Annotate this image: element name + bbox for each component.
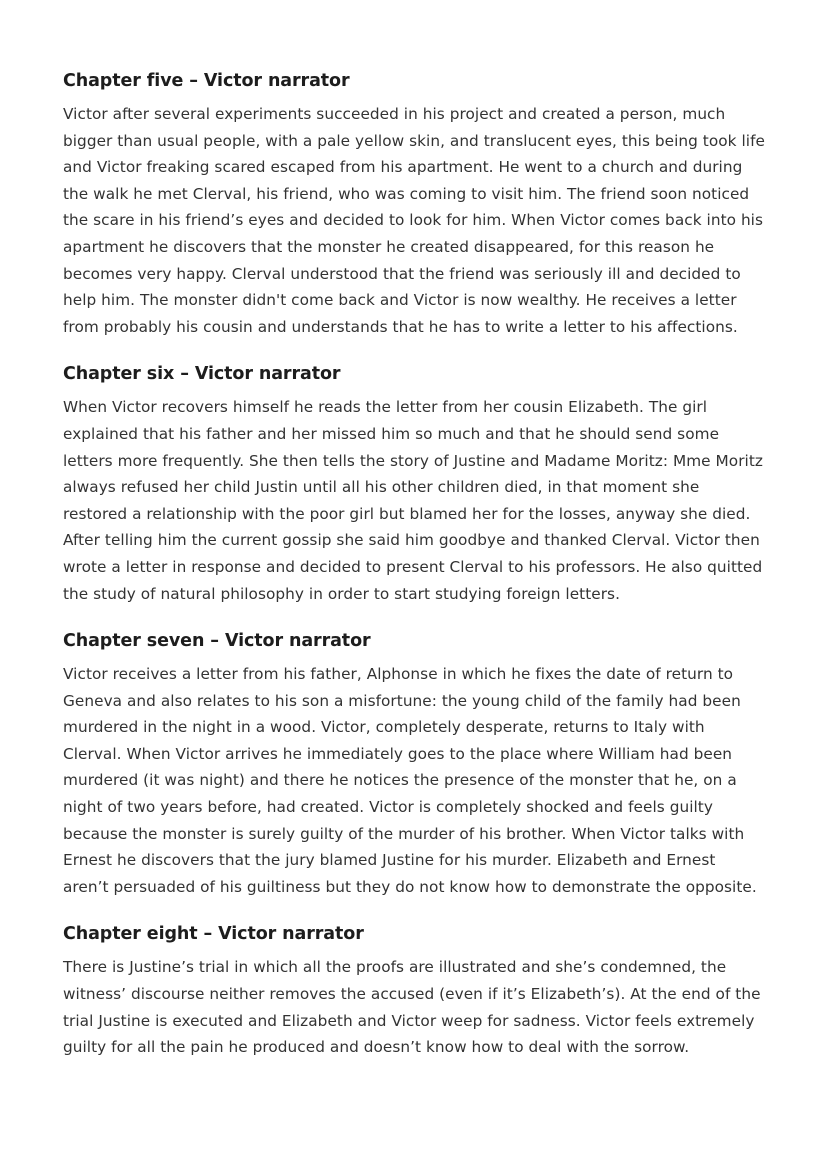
chapter-seven-summary: Victor receives a letter from his father, Alphonse in which he fixes the date of return to Geneva and also relates to his son a misfortune: the young child of the family had been murdered in the night in a wood. Victor, completely desperate, returns to Italy with Clerval. When Victor arrives he immediately goes to the place where William had been murdered (it was night) and there he notices the presence of the monster that he, on a night of two years before, had created. Victor is completely shocked and feels guilty because the monster is surely guilty of the murder of his brother. When Victor talks with Ernest he discovers that the jury blamed Justine for his murder. Elizabeth and Ernest aren’t persuaded of his guiltiness but they do not know how to demonstrate the opposite. [63, 665, 757, 896]
section-chapter-six [63, 361, 765, 607]
chapter-eight-summary: There is Justine’s trial in which all the proofs are illustrated and she’s condemned, the witness’ discourse neither removes the accused (even if it’s Elizabeth’s). At the end of the trial Justine is executed and Elizabeth and Victor weep for sadness. Victor feels extremely guilty for all the pain he produced and doesn’t know how to deal with the sorrow. [63, 958, 761, 1057]
section-chapter-seven [63, 628, 765, 900]
chapter-seven-heading: Chapter seven – Victor narrator [63, 631, 371, 652]
chapter-five-summary: Victor after several experiments succeeded in his project and created a person, much bigger than usual people, with a pale yellow skin, and translucent eyes, this being took life and Victor freaking scared escaped from his apartment. He went to a church and during the walk he met Clerval, his friend, who was coming to visit him. The friend soon noticed the scare in his friend’s eyes and decided to look for him. When Victor comes back into his apartment he discovers that the monster he created disappeared, for this reason he becomes very happy. Clerval understood that the friend was seriously ill and decided to help him. The monster didn't come back and Victor is now wealthy. He receives a letter from probably his cousin and understands that he has to write a letter to his affections. [63, 105, 765, 336]
chapter-six-summary: When Victor recovers himself he reads the letter from her cousin Elizabeth. The girl explained that his father and her missed him so much and that he should send some letters more frequently. She then tells the story of Justine and Madame Moritz: Mme Moritz always refused her child Justin until all his other children died, in that moment she restored a relationship with the poor girl but blamed her for the losses, anyway she died. After telling him the current gossip she said him goodbye and thanked Clerval. Victor then wrote a letter in response and decided to present Clerval to his professors. He also quitted the study of natural philosophy in order to start studying foreign letters. [63, 398, 763, 603]
chapter-six-heading: Chapter six – Victor narrator [63, 364, 341, 385]
chapter-five-heading: Chapter five – Victor narrator [63, 71, 350, 91]
section-chapter-five [63, 68, 765, 340]
chapter-eight-heading: Chapter eight – Victor narrator [63, 924, 364, 945]
section-chapter-eight [63, 921, 765, 1060]
